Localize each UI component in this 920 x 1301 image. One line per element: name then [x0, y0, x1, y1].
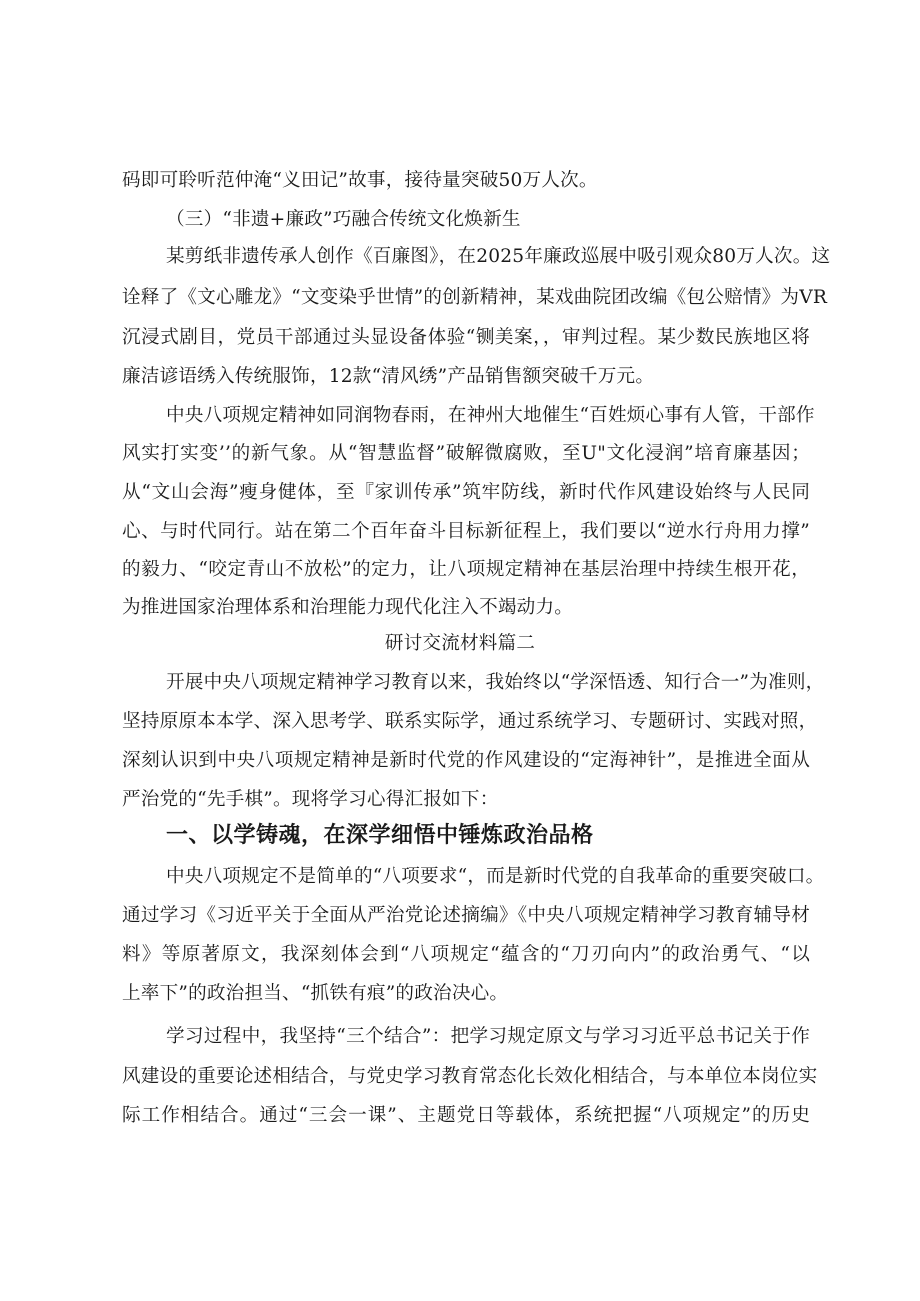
paragraph-line: 码即可聆听范仲淹“义田记”故事，接待量突破50万人次。 [122, 170, 598, 191]
paragraph-line: 风建设的重要论述相结合，与党史学习教育常态化长效化相结合，与本单位本岗位实 [122, 1066, 818, 1087]
paragraph-line: 中央八项规定精神如同润物春雨，在神州大地催生“百姓烦心事有人管，干部作 [166, 405, 815, 426]
paragraph-line: 诠释了《文心雕龙》“文变染乎世情”的创新精神，某戏曲院团改编《包公赔情》为VR [122, 287, 828, 308]
paragraph-line: 的毅力、“咬定青山不放松”的定力，让八项规定精神在基层治理中持续生根开花， [122, 559, 810, 580]
paragraph-line: 沉浸式剧目，党员干部通过头显设备体验“铡美案，，审判过程。某少数民族地区将 [122, 327, 810, 348]
paragraph-line: 料》等原著原文，我深刻体会到“八项规定“蕴含的“刀刃向内”的政治勇气、“以 [122, 944, 810, 965]
paragraph-line: 廉洁谚语绣入传统服饰，12款“清风绣”产品销售额突破千万元。 [122, 366, 655, 387]
paragraph-line: 某剪纸非遗传承人创作《百廉图》，在2025年廉政巡展中吸引观众80万人次。这 [166, 246, 831, 267]
paragraph-line: 际工作相结合。通过“三会一课”、主题党日等载体，系统把握“八项规定”的历史 [122, 1105, 810, 1126]
section-heading: 一、以学铸魂，在深学细悟中锤炼政治品格 [166, 823, 594, 848]
paragraph-line: 为推进国家治理体系和治理能力现代化注入不竭动力。 [122, 597, 574, 618]
section-subtitle: （三）“非遗+廉政”巧融合传统文化焕新生 [166, 209, 521, 230]
paragraph-line: 开展中央八项规定精神学习教育以来，我始终以“学深悟透、知行合一”为准则， [166, 672, 825, 693]
paragraph-line: 坚持原原本本学、深入思考学、联系实际学，通过系统学习、专题研讨、实践对照， [122, 711, 818, 732]
paragraph-line: 中央八项规定不是简单的“八项要求“，而是新时代党的自我革命的重要突破口。 [166, 866, 825, 887]
paragraph-line: 风实打实变’’的新气象。从“智慧监督”破解微腐败，至U"文化浸润”培育廉基因； [122, 443, 810, 464]
paragraph-line: 通过学习《习近平关于全面从严治党论述摘编》《中央八项规定精神学习教育辅导材 [122, 905, 810, 926]
paragraph-line: 心、与时代同行。站在第二个百年奋斗目标新征程上，我们要以“逆水行舟用力撑” [122, 521, 810, 542]
paragraph-line: 学习过程中，我坚持“三个结合”：把学习规定原文与学习习近平总书记关于作 [166, 1026, 810, 1047]
paragraph-line: 上率下”的政治担当、“抓铁有痕”的政治决心。 [122, 983, 509, 1004]
article-title: 研讨交流材料篇二 [384, 633, 536, 654]
paragraph-line: 严治党的“先手棋”。现将学习心得汇报如下： [122, 789, 499, 810]
paragraph-line: 深刻认识到中央八项规定精神是新时代党的作风建设的“定海神针”，是推进全面从 [122, 750, 810, 771]
paragraph-line: 从“文山会海”瘦身健体，至『家训传承”筑牢防线，新时代作风建设始终与人民同 [122, 482, 810, 503]
